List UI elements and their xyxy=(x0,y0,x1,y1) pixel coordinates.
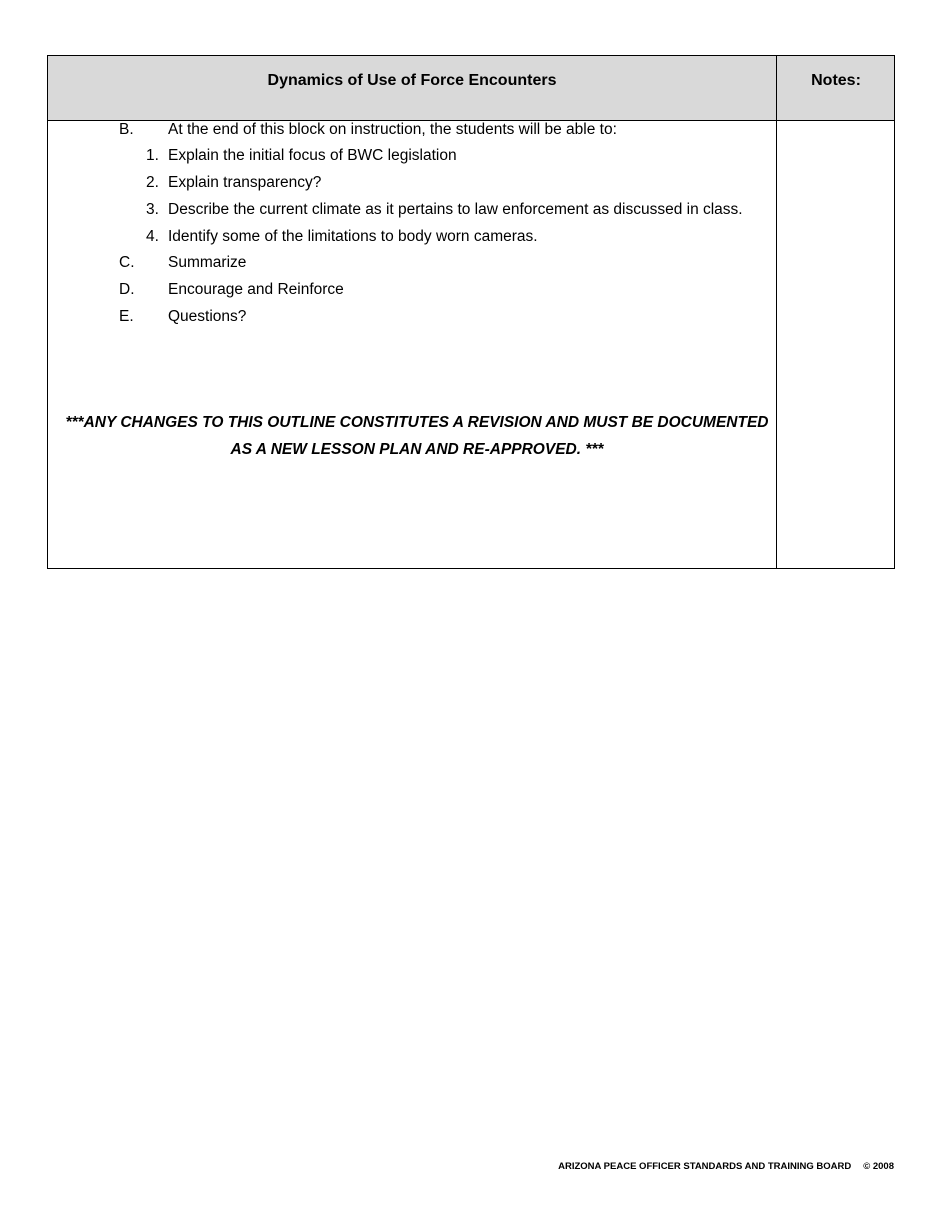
outline-text: Identify some of the limitations to body worn cameras. xyxy=(168,228,538,245)
outline-marker: B. xyxy=(119,121,134,138)
outline-text: Describe the current climate as it pertains to law enforcement as discussed in class. xyxy=(168,201,743,218)
outline-marker: 1. xyxy=(146,147,159,164)
outline-text: Questions? xyxy=(168,308,247,325)
notes-column-header: Notes: xyxy=(811,72,861,89)
outline-text: Encourage and Reinforce xyxy=(168,281,344,298)
page-footer xyxy=(558,1161,894,1172)
column-divider xyxy=(776,56,777,568)
outline-marker: 2. xyxy=(146,174,159,191)
outline-text: At the end of this block on instruction, the students will be able to: xyxy=(168,121,617,138)
outline-marker: D. xyxy=(119,281,135,298)
page-title: Dynamics of Use of Force Encounters xyxy=(267,72,557,89)
outline-text: Explain the initial focus of BWC legislation xyxy=(168,147,457,164)
outline-text: Explain transparency? xyxy=(168,174,322,191)
footer-copyright: © 2008 xyxy=(863,1161,894,1172)
table-header xyxy=(48,56,894,121)
outline-marker: E. xyxy=(119,308,134,325)
revision-warning-line-1: ***ANY CHANGES TO THIS OUTLINE CONSTITUTES A REVISION AND MUST BE DOCUMENTED xyxy=(65,414,769,431)
outline-text: Summarize xyxy=(168,254,247,271)
footer-organization: ARIZONA PEACE OFFICER STANDARDS AND TRAINING BOARD xyxy=(558,1161,852,1172)
outline-marker: 4. xyxy=(146,228,159,245)
outline-marker: 3. xyxy=(146,201,159,218)
lesson-plan-table xyxy=(47,55,895,569)
outline-marker: C. xyxy=(119,254,135,271)
revision-warning-line-2: AS A NEW LESSON PLAN AND RE-APPROVED. *** xyxy=(230,441,604,458)
